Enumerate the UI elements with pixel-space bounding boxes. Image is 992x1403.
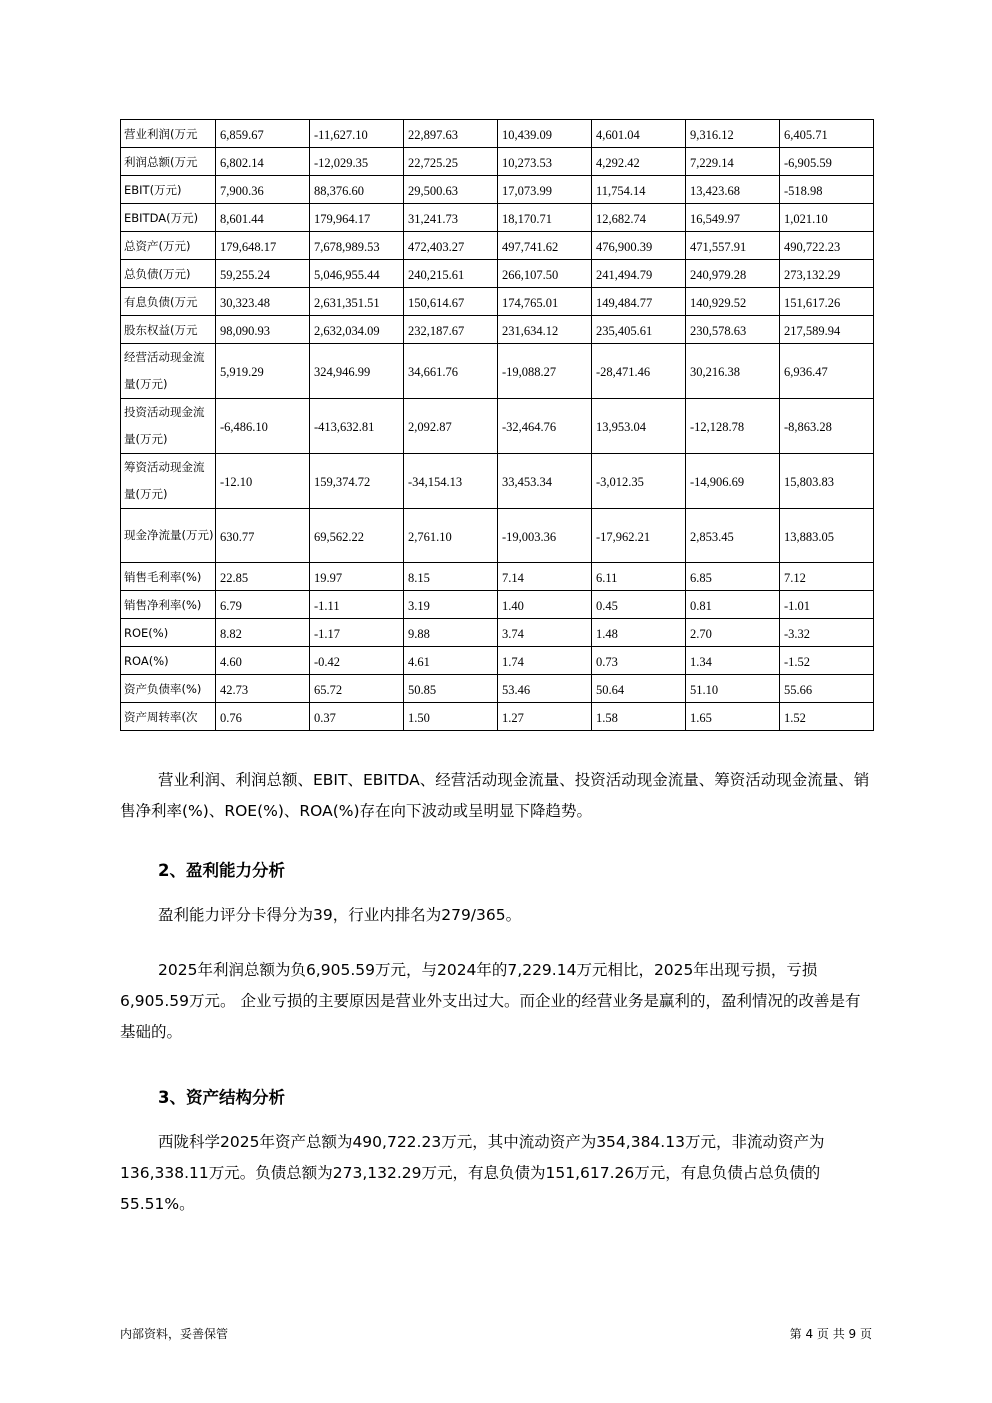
table-cell: 273,132.29 [780, 260, 874, 288]
table-cell: 1.65 [686, 703, 780, 731]
table-cell: 10,439.09 [498, 120, 592, 148]
row-label: 销售净利率(%) [121, 591, 216, 619]
table-cell: 240,215.61 [404, 260, 498, 288]
trend-text: 营业利润、利润总额、EBIT、EBITDA、经营活动现金流量、投资活动现金流量、筹资活动现金流量、销售净利率(%)、ROE(%)、ROA(%)存在向下波动或呈明显下降趋势。 [120, 771, 870, 820]
table-cell: -34,154.13 [404, 454, 498, 509]
table-cell: 4.61 [404, 647, 498, 675]
footer-confidential: 内部资料，妥善保管 [120, 1327, 229, 1341]
section3-paragraph-1 [120, 1127, 872, 1220]
table-cell: 6.85 [686, 563, 780, 591]
table-cell: 3.74 [498, 619, 592, 647]
table-cell: 16,549.97 [686, 204, 780, 232]
table-cell: 490,722.23 [780, 232, 874, 260]
table-cell: 7.12 [780, 563, 874, 591]
table-cell: -11,627.10 [310, 120, 404, 148]
table-cell: 217,589.94 [780, 316, 874, 344]
table-row [121, 176, 874, 204]
table-row [121, 120, 874, 148]
table-cell: -518.98 [780, 176, 874, 204]
table-cell: 150,614.67 [404, 288, 498, 316]
table-cell: 630.77 [216, 509, 310, 563]
row-label: 现金净流量(万元) [121, 509, 216, 563]
table-cell: 4,292.42 [592, 148, 686, 176]
table-cell: 65.72 [310, 675, 404, 703]
table-cell: 2,092.87 [404, 399, 498, 454]
table-cell: 476,900.39 [592, 232, 686, 260]
table-cell: 22,725.25 [404, 148, 498, 176]
table-cell: 31,241.73 [404, 204, 498, 232]
row-label: 资产负债率(%) [121, 675, 216, 703]
table-cell: -19,003.36 [498, 509, 592, 563]
table-cell: -17,962.21 [592, 509, 686, 563]
table-cell: 472,403.27 [404, 232, 498, 260]
table-cell: 1.48 [592, 619, 686, 647]
table-cell: 174,765.01 [498, 288, 592, 316]
table-cell: -0.42 [310, 647, 404, 675]
table-cell: 140,929.52 [686, 288, 780, 316]
table-cell: 179,964.17 [310, 204, 404, 232]
table-cell: 240,979.28 [686, 260, 780, 288]
table-cell: 4,601.04 [592, 120, 686, 148]
table-cell: -12.10 [216, 454, 310, 509]
table-cell: 1,021.10 [780, 204, 874, 232]
table-cell: -413,632.81 [310, 399, 404, 454]
table-row [121, 509, 874, 563]
table-cell: -28,471.46 [592, 344, 686, 399]
table-cell: 42.73 [216, 675, 310, 703]
table-cell: 7,678,989.53 [310, 232, 404, 260]
section2-paragraph-1 [120, 900, 872, 931]
table-cell: 8.15 [404, 563, 498, 591]
table-cell: 6,405.71 [780, 120, 874, 148]
table-cell: 53.46 [498, 675, 592, 703]
table-cell: 55.66 [780, 675, 874, 703]
table-cell: -19,088.27 [498, 344, 592, 399]
table-cell: -3.32 [780, 619, 874, 647]
table-row [121, 288, 874, 316]
row-label: ROE(%) [121, 619, 216, 647]
table-cell: 88,376.60 [310, 176, 404, 204]
table-row [121, 316, 874, 344]
table-cell: 6,936.47 [780, 344, 874, 399]
table-cell: 30,216.38 [686, 344, 780, 399]
table-row [121, 148, 874, 176]
section3-p1-text: 西陇科学2025年资产总额为490,722.23万元，其中流动资产为354,384.13万元，非流动资产为136,338.11万元。负债总额为273,132.29万元，有息负债为151,617.26万元，有息负债占总负债的55.51%。 [120, 1133, 825, 1213]
table-cell: 30,323.48 [216, 288, 310, 316]
table-row [121, 675, 874, 703]
table-cell: 2,632,034.09 [310, 316, 404, 344]
row-label: 总负债(万元) [121, 260, 216, 288]
table-body [121, 120, 874, 731]
table-cell: -1.11 [310, 591, 404, 619]
table-cell: 22,897.63 [404, 120, 498, 148]
table-cell: -1.01 [780, 591, 874, 619]
table-cell: 0.37 [310, 703, 404, 731]
table-cell: 18,170.71 [498, 204, 592, 232]
row-label: EBITDA(万元) [121, 204, 216, 232]
table-cell: 179,648.17 [216, 232, 310, 260]
table-cell: 22.85 [216, 563, 310, 591]
trend-paragraph [120, 765, 872, 827]
table-cell: 9,316.12 [686, 120, 780, 148]
row-label: 利润总额(万元 [121, 148, 216, 176]
table-cell: 8,601.44 [216, 204, 310, 232]
row-label: 投资活动现金流量(万元) [121, 399, 216, 454]
row-label: 资产周转率(次 [121, 703, 216, 731]
table-cell: 324,946.99 [310, 344, 404, 399]
table-cell: 13,423.68 [686, 176, 780, 204]
table-cell: 59,255.24 [216, 260, 310, 288]
table-cell: 0.76 [216, 703, 310, 731]
table-cell: -6,486.10 [216, 399, 310, 454]
table-cell: -14,906.69 [686, 454, 780, 509]
table-cell: 29,500.63 [404, 176, 498, 204]
table-cell: 33,453.34 [498, 454, 592, 509]
table-cell: -32,464.76 [498, 399, 592, 454]
table-cell: 11,754.14 [592, 176, 686, 204]
table-cell: 8.82 [216, 619, 310, 647]
table-cell: -12,128.78 [686, 399, 780, 454]
table-cell: -3,012.35 [592, 454, 686, 509]
table-cell: 51.10 [686, 675, 780, 703]
table-cell: 7,900.36 [216, 176, 310, 204]
table-cell: 10,273.53 [498, 148, 592, 176]
table-cell: 15,803.83 [780, 454, 874, 509]
table-cell: -1.52 [780, 647, 874, 675]
table-row [121, 399, 874, 454]
table-row [121, 454, 874, 509]
table-row [121, 232, 874, 260]
table-cell: 235,405.61 [592, 316, 686, 344]
table-cell: 230,578.63 [686, 316, 780, 344]
row-label: 总资产(万元) [121, 232, 216, 260]
table-cell: 2,631,351.51 [310, 288, 404, 316]
financial-table [120, 119, 874, 731]
table-cell: 19.97 [310, 563, 404, 591]
table-cell: 7.14 [498, 563, 592, 591]
table-cell: -12,029.35 [310, 148, 404, 176]
table-cell: 1.27 [498, 703, 592, 731]
table-cell: 6,802.14 [216, 148, 310, 176]
table-cell: 98,090.93 [216, 316, 310, 344]
section2-paragraph-2 [120, 955, 872, 1048]
table-cell: 0.45 [592, 591, 686, 619]
table-cell: 266,107.50 [498, 260, 592, 288]
row-label: 销售毛利率(%) [121, 563, 216, 591]
table-cell: 3.19 [404, 591, 498, 619]
table-cell: 149,484.77 [592, 288, 686, 316]
table-cell: 7,229.14 [686, 148, 780, 176]
table-cell: 6.11 [592, 563, 686, 591]
table-cell: 69,562.22 [310, 509, 404, 563]
table-row [121, 647, 874, 675]
section2-p1-text: 盈利能力评分卡得分为39，行业内排名为279/365。 [158, 906, 522, 924]
table-cell: 12,682.74 [592, 204, 686, 232]
table-cell: 159,374.72 [310, 454, 404, 509]
section2-heading: 2、盈利能力分析 [158, 861, 285, 880]
table-cell: -8,863.28 [780, 399, 874, 454]
table-cell: 6,859.67 [216, 120, 310, 148]
table-row [121, 260, 874, 288]
row-label: 股东权益(万元 [121, 316, 216, 344]
table-cell: 1.52 [780, 703, 874, 731]
table-cell: 5,919.29 [216, 344, 310, 399]
table-cell: 1.34 [686, 647, 780, 675]
table-cell: 50.85 [404, 675, 498, 703]
table-cell: 6.79 [216, 591, 310, 619]
section2-p2-text: 2025年利润总额为负6,905.59万元，与2024年的7,229.14万元相比，2025年出现亏损，亏损6,905.59万元。 企业亏损的主要原因是营业外支出过大。而企业的经营业务是赢利的，盈利情况的改善是有基础的。 [120, 961, 861, 1041]
table-cell: 0.73 [592, 647, 686, 675]
table-cell: 2,853.45 [686, 509, 780, 563]
table-cell: 1.58 [592, 703, 686, 731]
table-cell: 2,761.10 [404, 509, 498, 563]
table-row [121, 703, 874, 731]
section3-heading: 3、资产结构分析 [158, 1088, 285, 1107]
table-cell: 1.40 [498, 591, 592, 619]
table-cell: 231,634.12 [498, 316, 592, 344]
table-cell: 34,661.76 [404, 344, 498, 399]
row-label: ROA(%) [121, 647, 216, 675]
table-row [121, 591, 874, 619]
table-cell: 5,046,955.44 [310, 260, 404, 288]
table-cell: 0.81 [686, 591, 780, 619]
row-label: 经营活动现金流量(万元) [121, 344, 216, 399]
table-cell: 1.74 [498, 647, 592, 675]
table-cell: 232,187.67 [404, 316, 498, 344]
table-row [121, 563, 874, 591]
table-cell: 151,617.26 [780, 288, 874, 316]
table-row [121, 344, 874, 399]
table-row [121, 619, 874, 647]
table-cell: 4.60 [216, 647, 310, 675]
table-row [121, 204, 874, 232]
table-cell: 17,073.99 [498, 176, 592, 204]
table-cell: 13,953.04 [592, 399, 686, 454]
table-cell: -1.17 [310, 619, 404, 647]
row-label: 筹资活动现金流量(万元) [121, 454, 216, 509]
footer-page-number: 第 4 页 共 9 页 [789, 1327, 872, 1341]
table-cell: -6,905.59 [780, 148, 874, 176]
table-cell: 2.70 [686, 619, 780, 647]
table-cell: 241,494.79 [592, 260, 686, 288]
table-cell: 13,883.05 [780, 509, 874, 563]
table-cell: 50.64 [592, 675, 686, 703]
table-cell: 497,741.62 [498, 232, 592, 260]
table-cell: 1.50 [404, 703, 498, 731]
row-label: 营业利润(万元 [121, 120, 216, 148]
table-cell: 471,557.91 [686, 232, 780, 260]
table-cell: 9.88 [404, 619, 498, 647]
row-label: 有息负债(万元 [121, 288, 216, 316]
row-label: EBIT(万元) [121, 176, 216, 204]
